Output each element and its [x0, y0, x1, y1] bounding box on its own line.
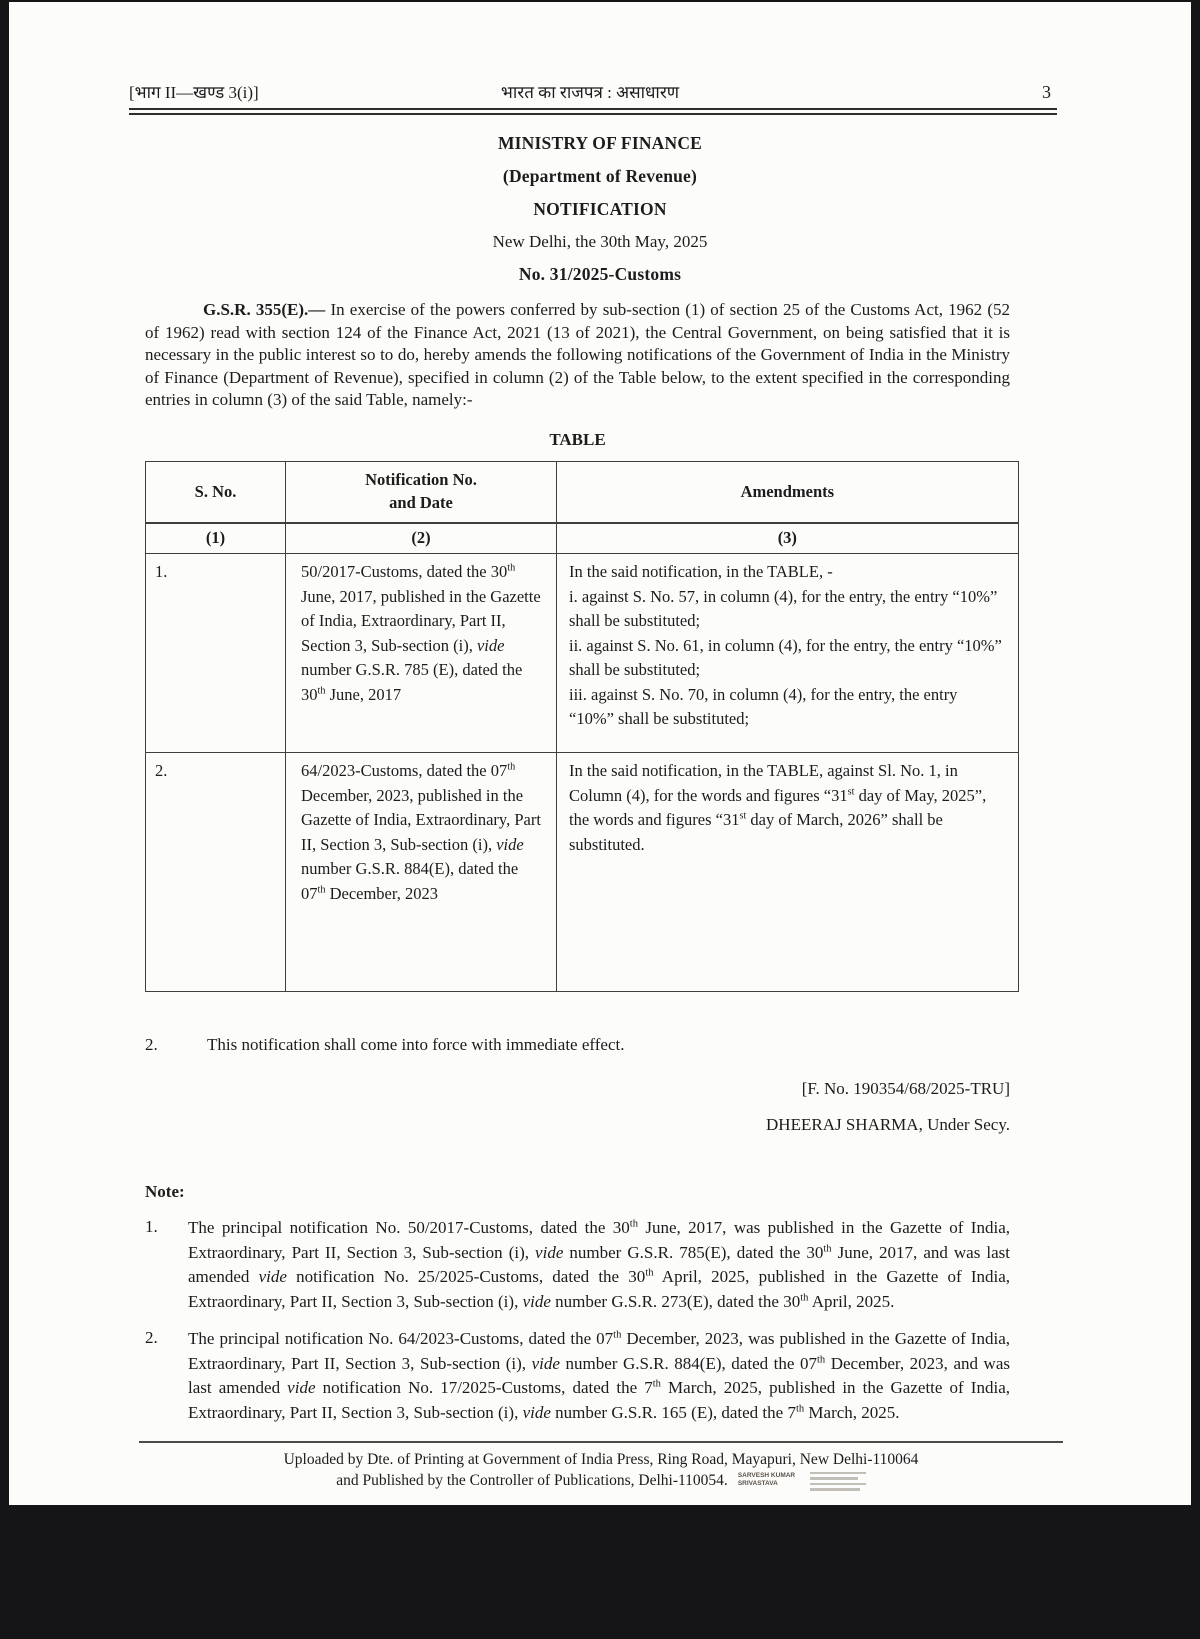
note-item — [145, 1327, 1010, 1425]
note-number: 2. — [145, 1328, 158, 1347]
note-item — [145, 1216, 1010, 1314]
footer-line-2-text: and Published by the Controller of Publications, Delhi-110054. — [336, 1472, 728, 1489]
note-text: The principal notification No. 50/2017-Customs, dated the 30th June, 2017, was published in the Gazette of India, Extraordinary, Part II, Section 3, Sub-section (i), vide number G.S.R. 785(E), dated the 30th June, 2017, and was last amended vide notification No. 25/2025-Customs, dated the 30th April, 2025, published in the Gazette of India, Extraordinary, Part II, Section 3, Sub-section (i), vide number G.S.R. 273(E), dated the 30th April, 2025. — [188, 1218, 1010, 1311]
gsr-number: G.S.R. 355(E).— — [203, 300, 326, 319]
table-header-row — [146, 462, 1019, 524]
colnum-2: (2) — [286, 523, 557, 554]
table-caption: TABLE — [549, 429, 606, 449]
row2-amendments — [557, 753, 1019, 992]
header-sno: S. No. — [146, 462, 286, 524]
signatory: DHEERAJ SHARMA, Under Secy. — [766, 1115, 1010, 1134]
running-head — [129, 80, 1057, 103]
table-row — [146, 753, 1019, 992]
footer-line-2 — [139, 1470, 1063, 1491]
amendment-line: ii. against S. No. 61, in column (4), for the entry, the entry “10%” shall be substituted; — [569, 635, 1002, 679]
page-number: 3 — [1042, 82, 1051, 102]
footer-line-1: Uploaded by Dte. of Printing at Government of India Press, Ring Road, Mayapuri, New Delhi-110064 — [283, 1451, 919, 1468]
closing-paragraph — [145, 1034, 1010, 1057]
row2-sno: 2. — [146, 753, 286, 992]
row1-notification: 50/2017-Customs, dated the 30th June, 2017, published in the Gazette of India, Extraordinary, Part II, Section 3, Sub-section (i), vide number G.S.R. 785 (E), dated the 30th June, 2017 — [286, 554, 557, 753]
doc-type-heading: NOTIFICATION — [533, 199, 667, 219]
note-text: The principal notification No. 64/2023-Customs, dated the 07th December, 2023, was published in the Gazette of India, Extraordinary, Part II, Section 3, Sub-section (i), vide number G.S.R. 884(E), dated the 07th December, 2023, and was last amended vide notification No. 17/2025-Customs, dated the 7th March, 2025, published in the Gazette of India, Extraordinary, Part II, Section 3, Sub-section (i), vide number G.S.R. 165 (E), dated the 7th March, 2025. — [188, 1329, 1010, 1422]
file-number: [F. No. 190354/68/2025-TRU] — [801, 1078, 1010, 1098]
amendment-line: In the said notification, in the TABLE, against Sl. No. 1, in Column (4), for the words and figures “31st day of May, 2025”, the words and figures “31st day of March, 2026” shall be substituted. — [569, 761, 987, 854]
place-and-date: New Delhi, the 30th May, 2025 — [492, 232, 708, 251]
document-sheet — [9, 2, 1191, 1505]
note-heading: Note: — [145, 1181, 185, 1201]
notification-number: No. 31/2025-Customs — [518, 264, 682, 284]
table-row — [146, 554, 1019, 753]
row2-notification: 64/2023-Customs, dated the 07th December, 2023, published in the Gazette of India, Extraordinary, Part II, Section 3, Sub-section (i), vide number G.S.R. 884(E), dated the 07th December, 2023 — [286, 753, 557, 992]
row1-amendments — [557, 554, 1019, 753]
header-amendments: Amendments — [557, 462, 1019, 524]
header-double-rule — [129, 108, 1057, 115]
intro-body: In exercise of the powers conferred by sub-section (1) of section 25 of the Customs Act, 1962 (52 of 1962) read with section 124 of the Finance Act, 2021 (13 of 2021), the Central Government, on being satisfied that it is necessary in the public interest so to do, hereby amends the following notifications of the Government of India in the Ministry of Finance (Department of Revenue), specified in column (2) of the Table below, to the extent specified in the corresponding entries in column (3) of the said Table, namely:- — [145, 300, 1010, 409]
colnum-3: (3) — [557, 523, 1019, 554]
department-title: (Department of Revenue) — [502, 166, 698, 186]
footer-rule — [139, 1441, 1063, 1443]
amendment-line: iii. against S. No. 70, in column (4), for the entry, the entry “10%” shall be substituted; — [569, 684, 958, 728]
amendment-line: In the said notification, in the TABLE, - — [569, 562, 833, 581]
amendment-line: i. against S. No. 57, in column (4), for the entry, the entry “10%” shall be substituted; — [569, 586, 998, 630]
masthead — [9, 133, 1191, 285]
table-colnum-row — [146, 523, 1019, 554]
header-notification: Notification No. and Date — [286, 462, 557, 524]
row1-sno: 1. — [146, 554, 286, 753]
gazette-title: भारत का राजपत्र : असाधारण — [500, 83, 680, 102]
closing-text: This notification shall come into force with immediate effect. — [207, 1035, 625, 1054]
amendments-table — [145, 461, 1019, 992]
ministry-title: MINISTRY OF FINANCE — [497, 133, 703, 153]
part-section-label: [भाग II—खण्ड 3(i)] — [129, 83, 259, 102]
colnum-1: (1) — [146, 523, 286, 554]
note-number: 1. — [145, 1217, 158, 1236]
signature-stamp-name: SARVESH KUMAR SRIVASTAVA — [737, 1471, 796, 1487]
digital-signature-stamp — [738, 1472, 866, 1491]
imprint-footer — [139, 1441, 1063, 1491]
closing-number: 2. — [145, 1035, 158, 1054]
intro-paragraph — [145, 299, 1010, 412]
signature-stamp-details — [810, 1472, 866, 1491]
